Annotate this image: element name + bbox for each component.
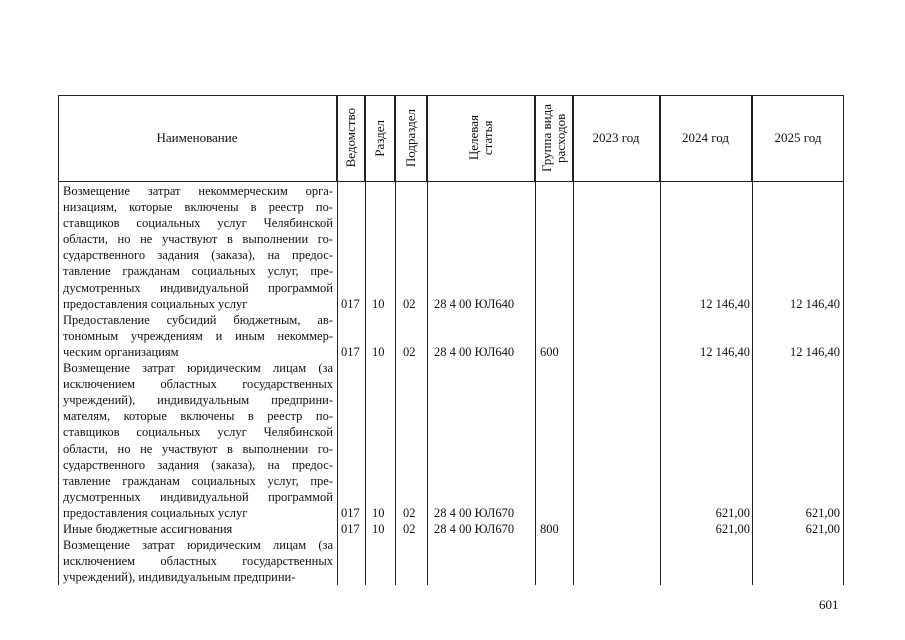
cell-ved: 017: [341, 296, 360, 311]
cell-y2025: 621,00: [805, 522, 840, 537]
row-name-line: Возмещение затрат юридическим лицам (за: [63, 538, 333, 553]
row-name-line: области, но не участвуют в выполнении го-: [63, 441, 333, 456]
budget-table: [58, 95, 844, 585]
header-2023-text: 2023 год: [592, 130, 640, 145]
cell-podrazdel: 02: [403, 296, 416, 311]
cell-razdel: 10: [372, 522, 385, 537]
row-name-line: сударственного задания (заказа), на предос-: [63, 248, 333, 263]
row-name-line: низациям, которые включены в реестр по-: [63, 200, 333, 215]
row-name-line: ставщиков социальных услуг Челябинской: [63, 425, 333, 440]
header-2025-text: 2025 год: [774, 130, 822, 145]
cell-vr: 800: [540, 522, 559, 537]
header-vedomstvo-text: Ведомство: [342, 108, 358, 168]
header-gruppa-text: Группа вида расходов: [538, 104, 568, 172]
row-name-line: предоставления социальных услуг: [63, 505, 248, 520]
header-razdel-text: Раздел: [371, 119, 387, 157]
cell-y2024: 621,00: [715, 522, 750, 537]
cell-ved: 017: [341, 345, 360, 359]
cell-y2025: 12 146,40: [790, 296, 840, 311]
header-bottom-border: [58, 181, 844, 182]
col-border: [660, 95, 661, 585]
row-name: [63, 360, 333, 521]
cell-y2024: 12 146,40: [700, 296, 750, 311]
header-2024: [660, 95, 752, 181]
header-2025: [752, 95, 844, 181]
row-name: [63, 312, 333, 360]
col-border: [535, 95, 536, 585]
cell-cs: 28 4 00 ЮЛ640: [434, 345, 515, 359]
cell-cs: 28 4 00 ЮЛ670: [434, 506, 515, 520]
cell-podrazdel: 02: [403, 345, 416, 359]
col-border: [58, 95, 59, 585]
row-name-line: ставщиков социальных услуг Челябинской: [63, 216, 333, 231]
header-name: [58, 95, 337, 181]
cell-y2025: 12 146,40: [790, 345, 840, 359]
row-name-line: учреждений), индивидуальным предприни-: [63, 570, 296, 585]
col-border: [752, 95, 753, 585]
row-name-line: учреждений), индивидуальным предприни-: [63, 393, 333, 408]
cell-razdel: 10: [372, 345, 385, 359]
row-name-line: исключением областных государственных: [63, 554, 333, 569]
row-name-line: сударственного задания (заказа), на предос-: [63, 457, 333, 472]
row-name-line: Предоставление субсидий бюджетным, ав-: [63, 312, 333, 327]
row-name-line: дусмотренных индивидуальной программой: [63, 489, 333, 504]
cell-y2024: 12 146,40: [700, 345, 750, 359]
header-2023: [573, 95, 660, 181]
col-border: [427, 95, 428, 585]
header-celevaya-statya: [427, 95, 535, 181]
header-2024-text: 2024 год: [682, 130, 729, 145]
page-number: 601: [819, 597, 839, 612]
col-border: [573, 95, 574, 585]
cell-ved: 017: [341, 522, 360, 537]
row-name-line: предоставления социальных услуг: [63, 296, 248, 311]
row-name: [63, 521, 333, 537]
cell-podrazdel: 02: [403, 506, 416, 520]
header-podrazdel: [395, 95, 427, 181]
cell-cs: 28 4 00 ЮЛ670: [434, 522, 515, 537]
col-border: [843, 95, 844, 585]
col-border: [337, 95, 338, 585]
col-border: [365, 95, 366, 585]
row-name-line: мателям, которые включены в реестр по-: [63, 409, 333, 424]
header-vedomstvo: [337, 95, 365, 181]
header-gruppa-vida-rashodov: [535, 95, 573, 181]
row-name-line: исключением областных государственных: [63, 377, 333, 392]
cell-razdel: 10: [372, 296, 385, 311]
cell-ved: 017: [341, 506, 360, 520]
row-name-line: тавление гражданам социальных услуг, пре-: [63, 473, 333, 488]
header-name-text: Наименование: [156, 130, 238, 145]
table-top-border: [58, 95, 844, 96]
cell-y2024: 621,00: [715, 506, 750, 520]
row-name-line: Возмещение затрат юридическим лицам (за: [63, 361, 333, 376]
row-name-line: дусмотренных индивидуальной программой: [63, 280, 333, 295]
row-name-line: ческим организациям: [63, 344, 179, 359]
row-name-line: Иные бюджетные ассигнования: [63, 522, 233, 537]
cell-cs: 28 4 00 ЮЛ640: [434, 296, 515, 311]
row-name-line: области, но не участвуют в выполнении го-: [63, 232, 333, 247]
cell-podrazdel: 02: [403, 522, 416, 537]
row-name: [63, 537, 333, 585]
row-name-line: тавление гражданам социальных услуг, пре-: [63, 264, 333, 279]
row-name-line: тономным учреждениям и иным некоммер-: [63, 328, 333, 343]
cell-y2025: 621,00: [805, 506, 840, 520]
col-border: [395, 95, 396, 585]
cell-vr: 600: [540, 345, 559, 359]
cell-razdel: 10: [372, 506, 385, 520]
row-name-line: Возмещение затрат некоммерческим орга-: [63, 184, 333, 198]
header-razdel: [365, 95, 395, 181]
header-podrazdel-text: Подраздел: [402, 108, 418, 168]
row-name: [63, 183, 333, 312]
header-celevaya-text: Целевая статья: [465, 115, 495, 161]
